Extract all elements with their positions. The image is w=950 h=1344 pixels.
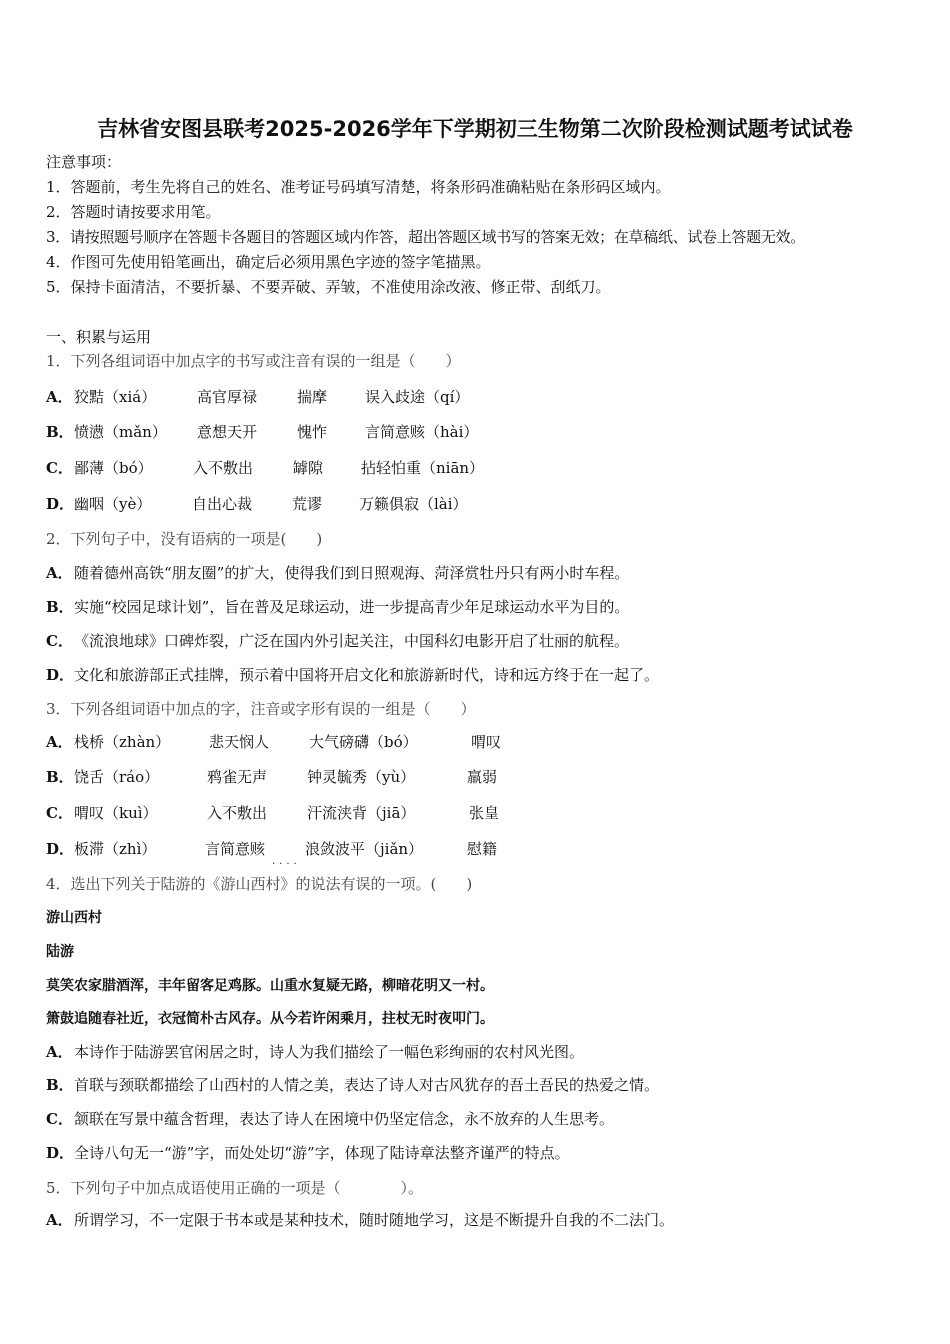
option-cell: 喟叹（kuì）	[74, 804, 158, 822]
notice-heading: 注意事项：	[46, 153, 122, 171]
option-letter: B．	[46, 423, 74, 441]
option-cell: 羸弱	[467, 768, 498, 786]
option-cell: 饶舌（ráo）	[74, 768, 160, 786]
option-cell: 荒谬	[292, 495, 323, 513]
notice-item: 5．保持卡面清洁，不要折暴、不要弄破、弄皱，不准使用涂改液、修正带、刮纸刀。	[46, 278, 611, 296]
option-text: 随着德州高铁“朋友圈”的扩大，使得我们到日照观海、菏泽赏牡丹只有两小时车程。	[74, 564, 630, 582]
option-text: 实施“校园足球计划”，旨在普及足球运动，进一步提高青少年足球运动水平为目的。	[74, 598, 630, 616]
option-cell: 鄙薄（bó）	[74, 459, 153, 477]
poem-line: 箫鼓追随春社近，衣冠简朴古风存。从今若许闲乘月，拄杖无时夜叩门。	[46, 1011, 494, 1027]
option-letter: D．	[46, 1144, 75, 1162]
option-cell: 张皇	[469, 804, 500, 822]
option-letter: C．	[46, 632, 73, 650]
option-cell: 入不敷出	[207, 804, 268, 822]
poem-line: 莫笑农家腊酒浑，丰年留客足鸡豚。山重水复疑无路，柳暗花明又一村。	[46, 978, 494, 994]
option-cell: 自出心裁	[192, 495, 253, 513]
page-title: 吉林省安图县联考2025-2026学年下学期初三生物第二次阶段检测试题考试试卷	[97, 117, 853, 141]
option-letter: B．	[46, 768, 74, 786]
option-cell: 罅隙	[293, 459, 324, 477]
option-text: 所谓学习，不一定限于书本或是某种技术，随时随地学习，这是不断提升自我的不二法门。	[74, 1211, 675, 1229]
option-letter: D．	[46, 495, 75, 513]
option-letter: D．	[46, 840, 75, 858]
option-text: 颔联在写景中蕴含哲理，表达了诗人在困境中仍坚定信念，永不放弃的人生思考。	[74, 1110, 615, 1128]
option-cell: 汗流浃背（jiā）	[307, 804, 416, 822]
option-cell: 拈轻怕重（niān）	[361, 459, 485, 477]
poem-title: 游山西村	[46, 910, 102, 926]
option-cell: 喟叹	[471, 733, 502, 751]
question-stem-1: 1．下列各组词语中加点字的书写或注音有误的一组是（ ）	[46, 352, 461, 370]
option-cell: 慰籍	[467, 840, 498, 858]
option-cell: 大气磅礴（bó）	[309, 733, 418, 751]
option-letter: A．	[46, 388, 73, 406]
poem-author: 陆游	[46, 944, 74, 960]
option-cell: 狡黠（xiá）	[74, 388, 157, 406]
option-cell: 栈桥（zhàn）	[74, 733, 171, 751]
notice-item: 2．答题时请按要求用笔。	[46, 203, 221, 221]
option-cell: 入不敷出	[193, 459, 254, 477]
notice-item: 4．作图可先使用铅笔画出，确定后必须用黑色字迹的签字笔描黑。	[46, 253, 491, 271]
option-cell: 揣摩	[297, 388, 328, 406]
option-letter: C．	[46, 1110, 73, 1128]
question-stem-3: 3．下列各组词语中加点的字，注音或字形有误的一组是（ ）	[46, 700, 476, 718]
option-letter: C．	[46, 459, 73, 477]
option-cell: 浪敛波平（jiǎn）	[305, 840, 424, 858]
option-letter: B．	[46, 1076, 74, 1094]
option-text: 首联与颈联都描绘了山西村的人情之美，表达了诗人对古风犹存的吾土吾民的热爱之情。	[74, 1076, 660, 1094]
option-letter: D．	[46, 666, 75, 684]
question-stem-2: 2．下列句子中，没有语病的一项是( )	[46, 530, 323, 548]
option-cell: 幽咽（yè）	[74, 495, 152, 513]
option-cell: 钟灵毓秀（yù）	[307, 768, 416, 786]
section-heading: 一、积累与运用	[46, 328, 152, 346]
option-letter: A．	[46, 1043, 73, 1061]
option-cell: 误入歧途（qí）	[365, 388, 470, 406]
option-cell: 愤懑（mǎn）	[74, 423, 167, 441]
option-text: 《流浪地球》口碑炸裂，广泛在国内外引起关注，中国科幻电影开启了壮丽的航程。	[74, 632, 630, 650]
option-text: 文化和旅游部正式挂牌，预示着中国将开启文化和旅游新时代，诗和远方终于在一起了。	[74, 666, 660, 684]
option-cell: 板滞（zhì）	[74, 840, 157, 858]
option-letter: A．	[46, 1211, 73, 1229]
option-text: 全诗八句无一“游”字，而处处切“游”字，体现了陆诗章法整齐谨严的特点。	[74, 1144, 570, 1162]
notice-item: 3．请按照题号顺序在答题卡各题目的答题区域内作答，超出答题区域书写的答案无效；在草稿纸、试卷上答题无效。	[46, 228, 805, 246]
question-stem-4: 4．选出下列关于陆游的《游山西村》的说法有误的一项。( )	[46, 875, 473, 893]
option-letter: A．	[46, 733, 73, 751]
question-stem-5: 5．下列句子中加点成语使用正确的一项是（ ）。	[46, 1179, 424, 1197]
option-cell: 鸦雀无声	[207, 768, 268, 786]
option-cell: 愧怍	[297, 423, 328, 441]
option-cell: 高官厚禄	[197, 388, 258, 406]
option-text: 本诗作于陆游罢官闲居之时，诗人为我们描绘了一幅色彩绚丽的农村风光图。	[74, 1043, 585, 1061]
emphasis-dots: ....	[272, 856, 301, 867]
notice-item: 1．答题前，考生先将自己的姓名、准考证号码填写清楚，将条形码准确粘贴在条形码区域内。	[46, 178, 671, 196]
option-letter: C．	[46, 804, 73, 822]
option-cell: 言简意赅	[205, 840, 266, 858]
option-letter: A．	[46, 564, 73, 582]
option-cell: 万籁俱寂（lài）	[359, 495, 468, 513]
option-cell: 言简意赅（hài）	[365, 423, 479, 441]
option-cell: 悲天悯人	[209, 733, 270, 751]
option-cell: 意想天开	[197, 423, 258, 441]
option-letter: B．	[46, 598, 74, 616]
